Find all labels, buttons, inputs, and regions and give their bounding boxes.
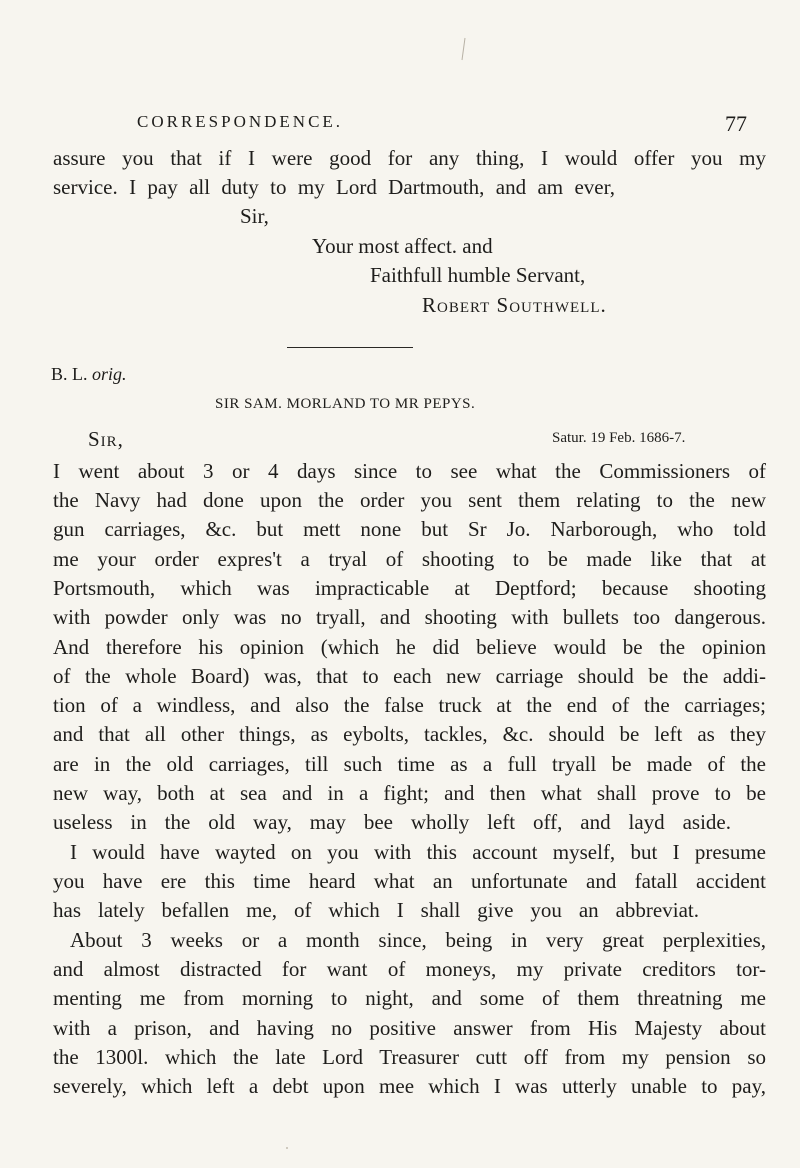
text-line: and that all other things, as eybolts, tackles, &c. should be left as they (53, 722, 766, 746)
paper-crease (462, 38, 465, 60)
text-line: with a prison, and having no positive answer from His Majesty about (53, 1016, 766, 1040)
closing-affect: Your most affect. and (312, 234, 493, 258)
letter-heading: SIR SAM. MORLAND TO MR PEPYS. (215, 396, 476, 412)
text-line: menting me from morning to night, and some of them threatning me (53, 986, 766, 1010)
text-line: you have ere this time heard what an unfortunate and fatall accident (53, 869, 766, 893)
text-line: assure you that if I were good for any thing, I would offer you my (53, 146, 766, 170)
text-line: the Navy had done upon the order you sent them relating to the new (53, 488, 766, 512)
archive-abbreviation: B. L. (51, 364, 88, 384)
page-number: 77 (725, 111, 747, 136)
text-line: I went about 3 or 4 days since to see what the Commissioners of (53, 459, 766, 483)
text-line: with powder only was no tryall, and shooting with bullets too dangerous. (53, 605, 766, 629)
text-line: the 1300l. which the late Lord Treasurer cutt off from my pension so (53, 1045, 766, 1069)
text-line: And therefore his opinion (which he did believe would be the opinion (53, 635, 766, 659)
text-line: I would have wayted on you with this account myself, but I presume (70, 840, 766, 864)
text-line: gun carriages, &c. but mett none but Sr Jo. Narborough, who told (53, 517, 766, 541)
closing-sir: Sir, (240, 204, 269, 228)
text-line: severely, which left a debt upon mee which I was utterly unable to pay, (53, 1074, 766, 1098)
text-line: me your order expres't a tryal of shooting to be made like that at (53, 547, 766, 571)
text-line: and almost distracted for want of moneys, my private creditors tor- (53, 957, 766, 981)
page-header (137, 112, 747, 140)
text-line: About 3 weeks or a month since, being in very great perplexities, (70, 928, 766, 952)
section-divider (287, 347, 413, 348)
text-line: service. I pay all duty to my Lord Dartmouth, and am ever, (53, 175, 615, 199)
letter-date: Satur. 19 Feb. 1686-7. (552, 430, 686, 446)
signature: Robert Southwell. (422, 293, 607, 317)
closing-servant: Faithfull humble Servant, (370, 263, 586, 287)
text-line: Portsmouth, which was impracticable at Deptford; because shooting (53, 576, 766, 600)
running-title: CORRESPONDENCE. (137, 112, 344, 131)
text-line: are in the old carriages, till such time as a full tryall be made of the (53, 752, 766, 776)
source-status: orig. (92, 364, 127, 384)
salutation: Sir, (88, 427, 124, 451)
text-line: tion of a windless, and also the false truck at the end of the carriages; (53, 693, 766, 717)
text-line: useless in the old way, may bee wholly left off, and layd aside. (53, 810, 731, 834)
text-line: of the whole Board) was, that to each new carriage should be the addi- (53, 664, 766, 688)
paper-speck (286, 1147, 288, 1149)
text-line: new way, both at sea and in a fight; and then what shall prove to be (53, 781, 766, 805)
text-line: has lately befallen me, of which I shall give you an abbreviat. (53, 898, 699, 922)
source-note (51, 364, 127, 385)
